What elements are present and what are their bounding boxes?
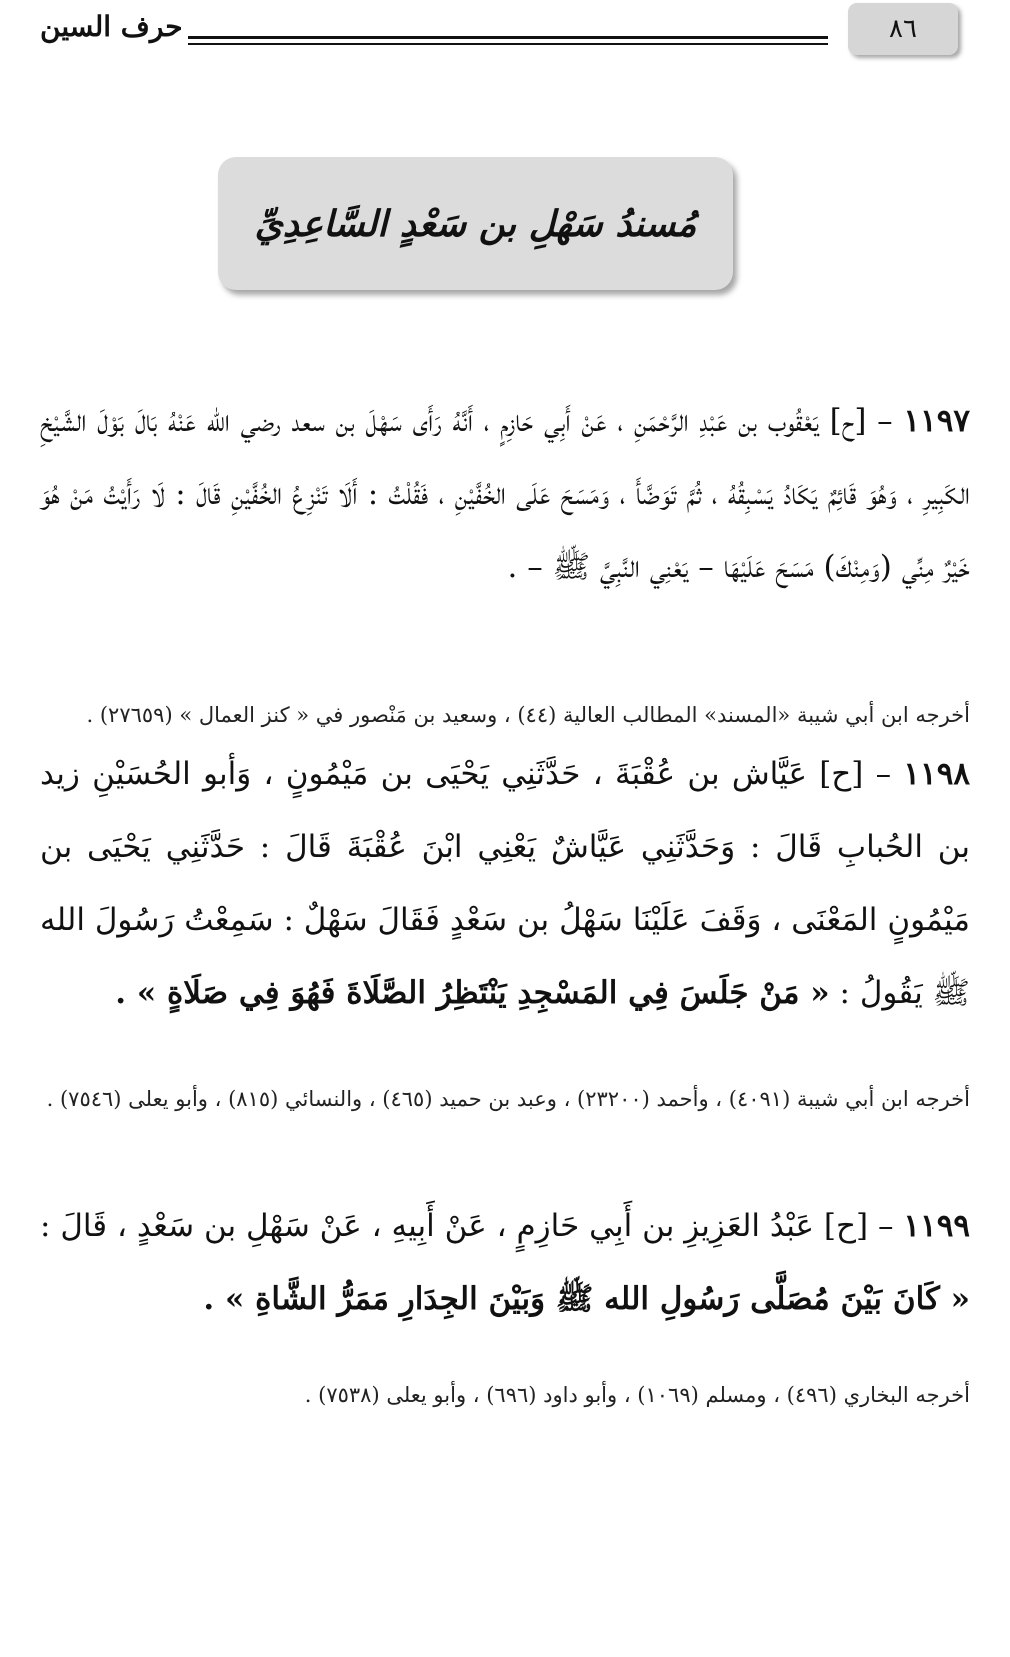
hadith-text (40, 1190, 970, 1336)
takhrij-1198 (40, 1074, 970, 1124)
hadith-1198 (40, 738, 970, 1030)
hadith-body: – [ح] عَيَّاش بن عُقْبَةَ ، حَدَّثَنِي يَحْيَى بن مَيْمُونٍ ، وَأبو الحُسَيْنِ زيد بن الحُبابِ قَالَ : وَحَدَّثَنِي عَيَّاشٌ يَعْنِي ابْنَ عُقْبَةَ قَالَ : حَدَّثَنِي يَحْيَى بن مَيْمُونٍ المَعْنَى ، وَقَفَ عَلَيْنَا سَهْلُ بن سَعْدٍ فَقَالَ سَهْلٌ : سَمِعْتُ رَسُولَ الله ﷺ يَقُولُ : (40, 756, 970, 1011)
hadith-1199 (40, 1190, 970, 1336)
takhrij-1197 (40, 690, 970, 740)
takhrij-text: أخرجه ابن أبي شيبة «المسند» المطالب العالية (٤٤) ، وسعيد بن مَنْصور في « كنز العمال » (٢٧٦٥٩) . (86, 703, 970, 727)
hadith-number: ١١٩٩ (903, 1208, 971, 1244)
header-rule-thin (188, 43, 828, 45)
page-number-box (848, 3, 958, 55)
hadith-1197 (40, 385, 970, 604)
header-rule (188, 36, 828, 39)
section-title-box (218, 157, 733, 290)
section-title: مُسندُ سَهْلِ بن سَعْدٍ السَّاعِدِيِّ (254, 202, 697, 245)
hadith-matn: « كَانَ بَيْنَ مُصَلَّى رَسُولِ الله ﷺ وَبَيْنَ الجِدَارِ مَمَرُّ الشَّاةِ » . (203, 1281, 970, 1317)
page-number: ٨٦ (889, 14, 917, 44)
hadith-body: – [ح] يَعْقُوب بن عَبْدِ الرَّحْمَنِ ، عَنْ أَبِي حَازِمٍ ، أَنَّهُ رَأَى سَهْلَ بن سعد رضي الله عَنْهُ بَالَ بَوْلَ الشَّيْخِ الكَبِيرِ ، وَهُوَ قَائِمٌ يَكَادُ يَسْبِقُهُ ، ثُمَّ تَوَضَّأَ ، وَمَسَحَ عَلَى الخُفَّيْنِ ، فَقُلْتُ : أَلَا تَنْزِعُ الخُفَّيْنِ قَالَ : لَا رَأَيْتُ مَنْ هُوَ خَيْرٌ مِنِّي (وَمِنْكَ) مَسَحَ عَلَيْهَا – يَعْنِي النَّبِيَّ ﷺ – . (40, 403, 970, 585)
hadith-matn: « مَنْ جَلَسَ فِي المَسْجِدِ يَنْتَظِرُ الصَّلَاةَ فَهُوَ فِي صَلَاةٍ » . (115, 975, 830, 1011)
hadith-number: ١١٩٧ (903, 403, 971, 439)
running-head: حرف السين (40, 10, 183, 43)
hadith-number: ١١٩٨ (903, 756, 971, 792)
takhrij-text: أخرجه البخاري (٤٩٦) ، ومسلم (١٠٦٩) ، وأبو داود (٦٩٦) ، وأبو يعلى (٧٥٣٨) . (304, 1383, 970, 1407)
hadith-text (40, 738, 970, 1030)
takhrij-1199 (40, 1370, 970, 1420)
takhrij-text: أخرجه ابن أبي شيبة (٤٠٩١) ، وأحمد (٢٣٢٠٠) ، وعبد بن حميد (٤٦٥) ، والنسائي (٨١٥) ، وأبو يعلى (٧٥٤٦) . (46, 1087, 970, 1111)
hadith-text (40, 385, 970, 604)
hadith-body: – [ح] عَبْدُ العَزِيزِ بن أَبِي حَازِمٍ ، عَنْ أَبِيهِ ، عَنْ سَهْلِ بن سَعْدٍ ، قَالَ : (40, 1208, 894, 1244)
